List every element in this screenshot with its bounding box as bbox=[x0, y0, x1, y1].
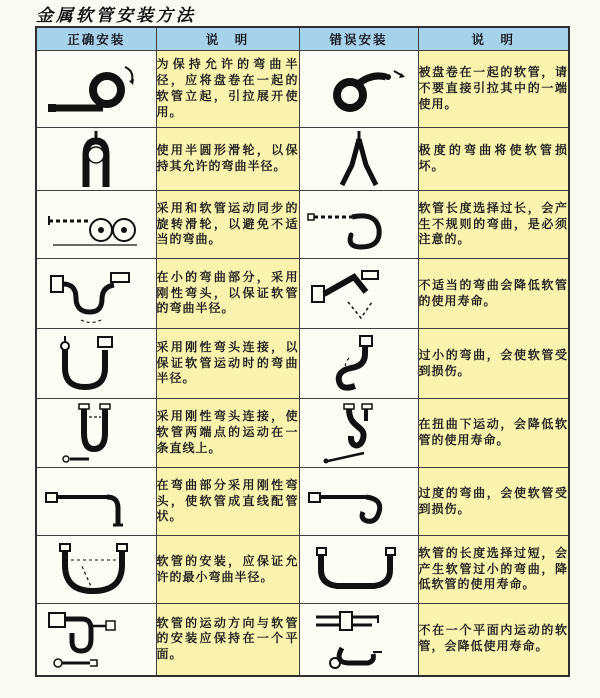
wrong-note-text: 不适当的弯曲会降低软管的使用寿命。 bbox=[418, 277, 568, 308]
wrong-note-cell bbox=[418, 604, 569, 676]
correct-note-cell bbox=[156, 128, 299, 191]
correct-note-text: 采用刚性弯头连接，使软管两端点的运动在一条直线上。 bbox=[156, 409, 299, 455]
correct-note-text: 在弯曲部分采用刚性弯头，使软管成直线配管状。 bbox=[156, 477, 299, 524]
u-loop-rigid-elbows-icon bbox=[41, 332, 151, 396]
wrong-illustration-cell bbox=[299, 128, 418, 191]
correct-illustration-cell bbox=[36, 191, 156, 259]
correct-note-text: 采用和软管运动同步的旋转滑轮，以避免不适当的弯曲。 bbox=[156, 200, 299, 247]
correct-illustration-cell bbox=[36, 51, 156, 128]
correct-illustration-cell bbox=[36, 329, 156, 399]
correct-note-text: 在小的弯曲部分，采用刚性弯头，以保证软管的弯曲半径。 bbox=[156, 269, 299, 316]
correct-note-text: 软管的安装，应保证允许的最小弯曲半径。 bbox=[156, 553, 299, 584]
wrong-note-text: 被盘卷在一起的软管，请不要直接引拉其中的一端使用。 bbox=[418, 65, 568, 111]
rigid-elbow-s-curve-icon bbox=[41, 262, 151, 326]
wrong-note-text: 过度的弯曲，会使软管受到损伤。 bbox=[418, 485, 568, 516]
wrong-illustration-cell bbox=[299, 604, 418, 676]
over-long-hose-loop-icon bbox=[304, 195, 414, 255]
standing-coil-unrolling-icon bbox=[41, 57, 151, 121]
wrong-note-cell bbox=[418, 259, 569, 329]
wrong-illustration-cell bbox=[299, 191, 418, 259]
correct-note-cell bbox=[156, 329, 299, 399]
wrong-note-cell bbox=[418, 128, 569, 191]
table-row bbox=[36, 604, 569, 676]
wrong-illustration-cell bbox=[299, 51, 418, 128]
correct-note-cell bbox=[156, 399, 299, 468]
wrong-note-text: 软管的长度选择过短，会产生软管过小的弯曲，降低软管的使用寿命。 bbox=[418, 545, 568, 592]
correct-illustration-cell bbox=[36, 259, 156, 329]
table-row bbox=[36, 399, 569, 468]
improper-sharp-bend-icon bbox=[304, 262, 414, 326]
wrong-note-text: 不在一个平面内运动的软管，会降低使用寿命。 bbox=[418, 623, 568, 654]
straight-run-elbow-icon bbox=[41, 472, 151, 532]
correct-illustration-cell bbox=[36, 604, 156, 676]
header-row bbox=[36, 27, 569, 51]
correct-note-text: 软管的运动方向与软管的安装应保持在一个平面。 bbox=[156, 615, 299, 662]
table-row bbox=[36, 536, 569, 604]
rotating-pulleys-icon bbox=[41, 195, 151, 255]
wide-u-min-radius-icon bbox=[41, 538, 151, 602]
lying-coil-end-pulled-icon bbox=[304, 57, 414, 121]
wrong-note-cell bbox=[418, 399, 569, 468]
correct-note-text: 使用半圆形滑轮，以保持其允许的弯曲半径。 bbox=[156, 143, 299, 173]
wrong-note-text: 在扭曲下运动，会降低软管的使用寿命。 bbox=[418, 417, 568, 447]
correct-note-text: 采用刚性弯头连接，以保证软管运动时的弯曲半径。 bbox=[156, 339, 299, 386]
hose-folded-sharply-icon bbox=[304, 129, 414, 189]
page-title: 金属软管安装方法 bbox=[36, 6, 196, 26]
table-row bbox=[36, 468, 569, 536]
wrong-illustration-cell bbox=[299, 329, 418, 399]
header-correct-install: 正确安装 bbox=[36, 27, 156, 51]
table-row bbox=[36, 191, 569, 259]
single-plane-trap-icon bbox=[41, 606, 151, 672]
header-wrong-install: 错误安装 bbox=[299, 27, 418, 51]
twisted-u-loop-icon bbox=[304, 401, 414, 465]
correct-note-cell bbox=[156, 51, 299, 128]
wrong-illustration-cell bbox=[299, 259, 418, 329]
wrong-note-cell bbox=[418, 536, 569, 604]
wrong-note-cell bbox=[418, 468, 569, 536]
u-loop-inline-motion-icon bbox=[41, 401, 151, 465]
correct-note-text: 为保持允许的弯曲半径，应将盘卷在一起的软管立起，引拉展开使用。 bbox=[156, 57, 299, 119]
correct-illustration-cell bbox=[36, 536, 156, 604]
table-row bbox=[36, 51, 569, 128]
correct-note-cell bbox=[156, 468, 299, 536]
correct-illustration-cell bbox=[36, 399, 156, 468]
hose-over-pulley-icon bbox=[41, 129, 151, 189]
correct-note-cell bbox=[156, 259, 299, 329]
wrong-note-cell bbox=[418, 191, 569, 259]
wrong-illustration-cell bbox=[299, 399, 418, 468]
out-of-plane-motion-icon bbox=[304, 606, 414, 672]
table-row bbox=[36, 259, 569, 329]
over-bent-elbow-icon bbox=[304, 472, 414, 532]
correct-illustration-cell bbox=[36, 468, 156, 536]
header-description-1: 说 明 bbox=[156, 27, 299, 51]
wrong-illustration-cell bbox=[299, 536, 418, 604]
correct-note-cell bbox=[156, 604, 299, 676]
too-short-flat-u-icon bbox=[304, 538, 414, 602]
wrong-illustration-cell bbox=[299, 468, 418, 536]
installation-methods-table bbox=[35, 26, 570, 677]
wrong-note-text: 极度的弯曲将使软管损坏。 bbox=[418, 143, 568, 173]
wrong-note-text: 软管长度选择过长，会产生不规则的弯曲，是必须注意的。 bbox=[418, 200, 568, 247]
too-small-hook-icon bbox=[304, 332, 414, 396]
wrong-note-cell bbox=[418, 51, 569, 128]
wrong-note-cell bbox=[418, 329, 569, 399]
table-row bbox=[36, 329, 569, 399]
correct-illustration-cell bbox=[36, 128, 156, 191]
wrong-note-text: 过小的弯曲，会使软管受到损伤。 bbox=[418, 347, 568, 378]
correct-note-cell bbox=[156, 536, 299, 604]
table-row bbox=[36, 128, 569, 191]
correct-note-cell bbox=[156, 191, 299, 259]
header-description-2: 说 明 bbox=[418, 27, 569, 51]
